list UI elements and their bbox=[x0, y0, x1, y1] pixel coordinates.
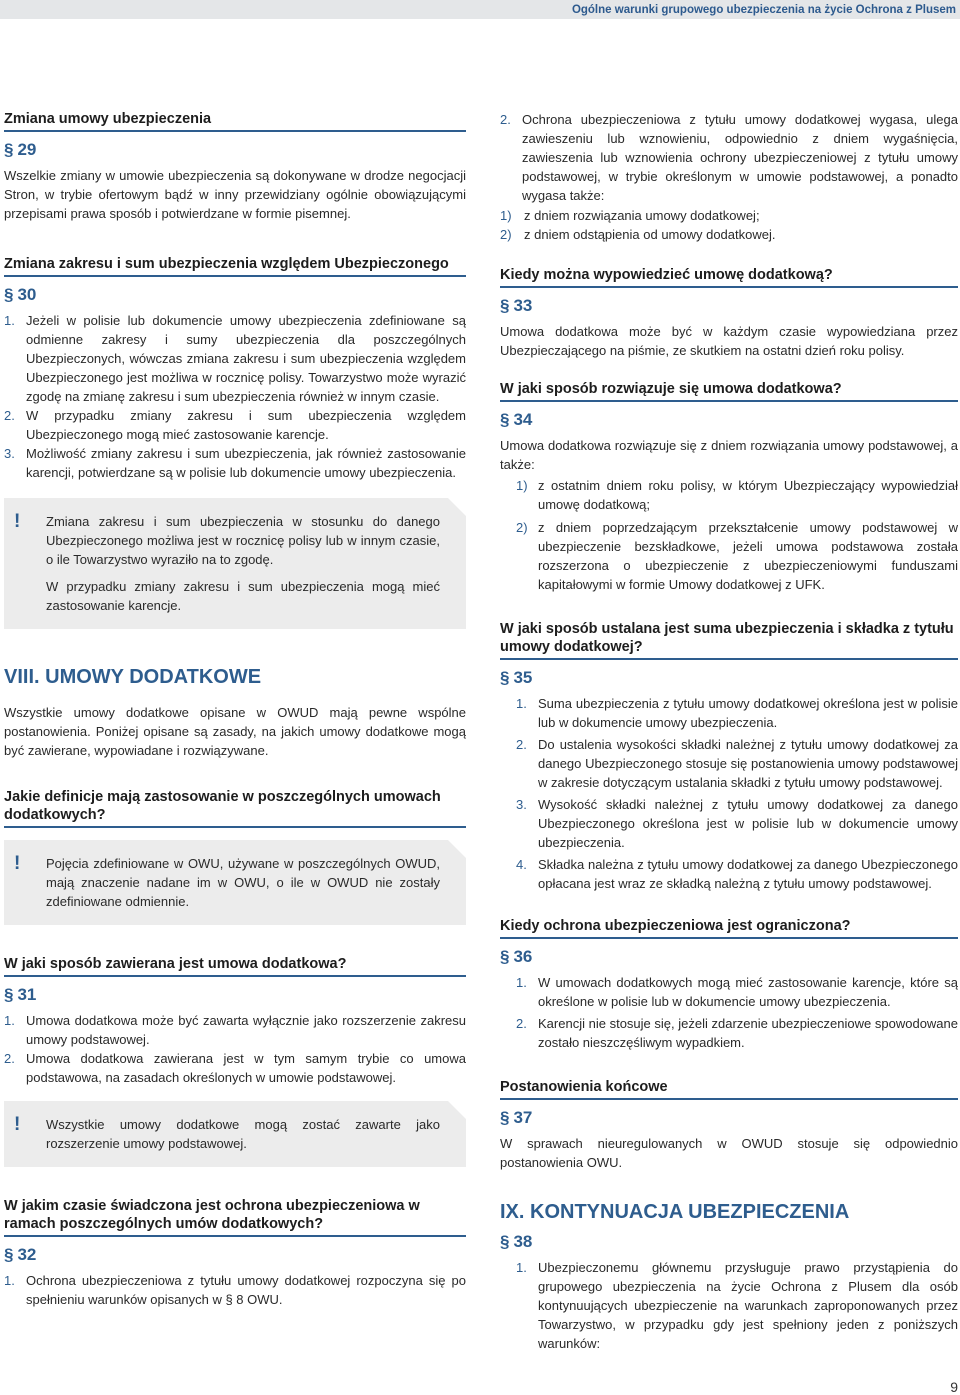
list-item: 2. Umowa dodatkowa zawierana jest w tym samym trybie co umowa podstawowa, na zasadach określonych w umowie podstawowej. bbox=[4, 1051, 466, 1085]
page-number: 9 bbox=[950, 1379, 958, 1395]
paragraph-number: 36 bbox=[513, 947, 533, 966]
list-item-text: z dniem odstąpienia od umowy dodatkowej. bbox=[524, 227, 776, 242]
list-item: 2) z dniem odstąpienia od umowy dodatkowej. bbox=[500, 227, 776, 242]
list-item-text: Suma ubezpieczenia z tytułu umowy dodatkowej określona jest w polisie lub w dokumencie umowy ubezpieczenia. bbox=[538, 696, 958, 730]
corner-cut bbox=[448, 1101, 466, 1119]
heading-czas-ochrony: W jakim czasie świadczona jest ochrona ubezpieczeniowa w ramach poszczególnych umów dodatkowych? bbox=[4, 1197, 466, 1237]
list-item-text: Wysokość składki należnej z tytułu umowy dodatkowej za danego Ubezpieczonego określona jest w polisie lub w dokumencie umowy ubezpieczenia. bbox=[538, 797, 958, 850]
paragraph-36-label: § 36 bbox=[500, 947, 533, 966]
note-box bbox=[4, 498, 466, 629]
section-title-viii: VIII. UMOWY DODATKOWE bbox=[4, 666, 262, 688]
section-viii-intro: Wszystkie umowy dodatkowe opisane w OWUD mają pewne wspólne postanowienia. Poniżej opisane są zasady, na jakich umowy dodatkowe mogą być zawierane, wypowiadane i rozwiązywane. bbox=[4, 705, 466, 758]
paragraph-33-label: § 33 bbox=[500, 296, 533, 315]
paragraph-31-label: § 31 bbox=[4, 985, 37, 1004]
list-item-text: Ochrona ubezpieczeniowa z tytułu umowy dodatkowej wygasa, ulega zawieszeniu lub wznowieniu, odpowiednio z dniem wygaśnięcia, zawieszenia lub wznowienia ochrony ubezpieczeniowej z tytułu umowy podstawowej, w trybie określonym w umowie podstawowej, a ponadto wygasa także: bbox=[522, 112, 958, 203]
note-text: Zmiana zakresu i sum ubezpieczenia w stosunku do danego Ubezpieczonego możliwa jest w rocznicę polisy lub w innym czasie, o ile Towarzystwo wyraziło na to zgodę. bbox=[46, 514, 440, 567]
heading-zmiana-zakresu: Zmiana zakresu i sum ubezpieczenia względem Ubezpieczonego bbox=[4, 255, 466, 277]
paragraph-35-label: § 35 bbox=[500, 668, 533, 687]
list-item-text: Ochrona ubezpieczeniowa z tytułu umowy dodatkowej rozpoczyna się po spełnieniu warunków opisanych w § 8 OWU. bbox=[26, 1273, 466, 1307]
document-title: Ogólne warunki grupowego ubezpieczenia na życie Ochrona z Plusem bbox=[571, 4, 956, 16]
paragraph-number: 32 bbox=[17, 1245, 37, 1264]
sub-list bbox=[500, 206, 958, 244]
list-item-text: W przypadku zmiany zakresu i sum ubezpieczenia względem Ubezpieczonego mogą mieć zastosowanie karencje. bbox=[26, 408, 466, 442]
list-item: 1. Jeżeli w polisie lub dokumencie umowy ubezpieczenia zdefiniowane są odmienne zakresy i sumy ubezpieczenia dla poszczególnych Ubezpieczonych, wówczas zmiana zakresu i sum ubezpieczenia względem Ubezpieczonego jest możliwa w rocznicę polisy. Towarzystwo może wyrazić zgodę na zmianę zakresu i sum ubezpieczenia również w innym czasie. bbox=[4, 313, 466, 404]
paragraph-number: 38 bbox=[513, 1232, 533, 1251]
paragraph-29-label: § 29 bbox=[4, 140, 37, 159]
list-item: 3. Wysokość składki należnej z tytułu umowy dodatkowej za danego Ubezpieczonego określona jest w polisie lub w dokumencie umowy ubezpieczenia. bbox=[516, 797, 958, 850]
list-item: 1. Umowa dodatkowa może być zawarta wyłącznie jako rozszerzenie zakresu umowy podstawowej. bbox=[4, 1013, 466, 1047]
paragraph-29-text: Wszelkie zmiany w umowie ubezpieczenia są dokonywane w drodze negocjacji Stron, w trybie ofertowym bądź w inny przewidziany ogólnie obowiązującymi przepisami prawa sposób i potwierdzane w formie pisemnej. bbox=[4, 168, 466, 221]
list-item-text: Umowa dodatkowa zawierana jest w tym samym trybie co umowa podstawowa, na zasadach określonych w umowie podstawowej. bbox=[26, 1051, 466, 1085]
list-item: 3. Możliwość zmiany zakresu i sum ubezpieczenia, jak również zastosowanie karencji, potwierdzane są w polisie lub dokumencie umowy ubezpieczenia. bbox=[4, 446, 466, 480]
list-item-text: W umowach dodatkowych mogą mieć zastosowanie karencje, które są określone w polisie lub w dokumencie umowy ubezpieczenia. bbox=[538, 975, 958, 1009]
note-box bbox=[4, 840, 466, 925]
paragraph-34-list bbox=[500, 476, 958, 594]
paragraph-number: 30 bbox=[17, 285, 37, 304]
list-item: 1) z dniem rozwiązania umowy dodatkowej; bbox=[500, 208, 760, 223]
list-item-text: Do ustalenia wysokości składki należnej z tytułu umowy dodatkowej za danego Ubezpieczonego stosuje się postanowienia umowy podstawowej w zakresie dotyczącym ustalania składki z tytułu umowy podstawowej. bbox=[538, 737, 958, 790]
list-item: 2) z dniem poprzedzającym przekształcenie umowy podstawowej w ubezpieczenie bezskładkowe, jeżeli umowa podstawowa została rozszerzona o ubezpieczenie z ubezpieczeniowymi funduszami kapitałowymi w formie Umowy dodatkowej z UFK. bbox=[516, 520, 958, 592]
list-item: 1. Suma ubezpieczenia z tytułu umowy dodatkowej określona jest w polisie lub w dokumencie umowy ubezpieczenia. bbox=[516, 696, 958, 730]
paragraph-30-list bbox=[4, 311, 466, 482]
paragraph-number: 33 bbox=[513, 296, 533, 315]
paragraph-36-list bbox=[500, 973, 958, 1052]
paragraph-37-label: § 37 bbox=[500, 1108, 533, 1127]
list-item-text: Możliwość zmiany zakresu i sum ubezpieczenia, jak również zastosowanie karencji, potwierdzane są w polisie lub dokumencie umowy ubezpieczenia. bbox=[26, 446, 466, 480]
heading-wypowiedzenie: Kiedy można wypowiedzieć umowę dodatkową? bbox=[500, 266, 958, 288]
list-item: 1) z ostatnim dniem roku polisy, w którym Ubezpieczający wypowiedział umowę dodatkową; bbox=[516, 478, 958, 512]
list-item-text: Umowa dodatkowa może być zawarta wyłącznie jako rozszerzenie zakresu umowy podstawowej. bbox=[26, 1013, 466, 1047]
list-item-text: z dniem poprzedzającym przekształcenie umowy podstawowej w ubezpieczenie bezskładkowe, jeżeli umowa podstawowa została rozszerzona o ubezpieczenie z ubezpieczeniowymi funduszami kapitałowymi w formie Umowy dodatkowej z UFK. bbox=[538, 520, 958, 592]
exclamation-icon: ! bbox=[14, 853, 21, 874]
section-title-ix: IX. KONTYNUACJA UBEZPIECZENIA bbox=[500, 1201, 850, 1223]
list-item: 4. Składka należna z tytułu umowy dodatkowej za danego Ubezpieczonego opłacana jest wraz ze składką należną z tytułu umowy podstawowej. bbox=[516, 857, 958, 891]
note-text: Wszystkie umowy dodatkowe mogą zostać zawarte jako rozszerzenie umowy podstawowej. bbox=[46, 1117, 440, 1151]
right-column bbox=[500, 110, 958, 1353]
list-item: 2. Ochrona ubezpieczeniowa z tytułu umowy dodatkowej wygasa, ulega zawieszeniu lub wznowieniu, odpowiednio z dniem wygaśnięcia, zawieszenia lub wznowienia ochrony ubezpieczeniowej z tytułu umowy podstawowej, w trybie określonym w umowie podstawowej, a ponadto wygasa także: 1) z dniem rozwiązania umowy dodatkowej; 2) z dniem odstąpienia od umowy dodatkowej. bbox=[500, 112, 958, 242]
exclamation-icon: ! bbox=[14, 511, 21, 532]
paragraph-38-label: § 38 bbox=[500, 1232, 533, 1251]
corner-cut bbox=[448, 498, 466, 516]
paragraph-number: 29 bbox=[17, 140, 37, 159]
note-box bbox=[4, 1101, 466, 1167]
list-item-text: Jeżeli w polisie lub dokumencie umowy ubezpieczenia zdefiniowane są odmienne zakresy i sumy ubezpieczenia dla poszczególnych Ubezpieczonych, wówczas zmiana zakresu i sum ubezpieczenia względem Ubezpieczonego jest możliwa w rocznicę polisy. Towarzystwo może wyrazić zgodę na zmianę zakresu i sum ubezpieczenia również w innym czasie. bbox=[26, 313, 466, 404]
heading-definicje: Jakie definicje mają zastosowanie w poszczególnych umowach dodatkowych? bbox=[4, 788, 466, 828]
list-item: 1. Ochrona ubezpieczeniowa z tytułu umowy dodatkowej rozpoczyna się po spełnieniu warunków opisanych w § 8 OWU. bbox=[4, 1273, 466, 1307]
heading-rozwiazanie: W jaki sposób rozwiązuje się umowa dodatkowa? bbox=[500, 380, 958, 402]
heading-zawierana: W jaki sposób zawierana jest umowa dodatkowa? bbox=[4, 955, 466, 977]
paragraph-38-list bbox=[500, 1258, 958, 1353]
paragraph-number: 31 bbox=[17, 985, 37, 1004]
paragraph-32-label: § 32 bbox=[4, 1245, 37, 1264]
heading-suma: W jaki sposób ustalana jest suma ubezpieczenia i składka z tytułu umowy dodatkowej? bbox=[500, 620, 958, 660]
list-item-text: Ubezpieczonemu głównemu przysługuje prawo przystąpienia do grupowego ubezpieczenia na życie Ochrona z Plusem dla osób kontynuujących ubezpieczenie na warunkach zaproponowanych przez Towarzystwo, w przypadku gdy jest spełniony jeden z poniższych warunków: bbox=[538, 1260, 958, 1351]
list-item-text: Składka należna z tytułu umowy dodatkowej za danego Ubezpieczonego opłacana jest wraz ze składką należną z tytułu umowy podstawowej. bbox=[538, 857, 958, 891]
list-item-text: z ostatnim dniem roku polisy, w którym Ubezpieczający wypowiedział umowę dodatkową; bbox=[538, 478, 958, 512]
paragraph-32-list-cont bbox=[500, 110, 958, 244]
paragraph-number: 34 bbox=[513, 410, 533, 429]
list-item-text: z dniem rozwiązania umowy dodatkowej; bbox=[524, 208, 760, 223]
left-column bbox=[4, 110, 466, 1309]
list-item-text: Karencji nie stosuje się, jeżeli zdarzenie ubezpieczeniowe spowodowane zostało nieszczęśliwym wypadkiem. bbox=[538, 1016, 958, 1050]
paragraph-number: 35 bbox=[513, 668, 533, 687]
paragraph-31-list bbox=[4, 1011, 466, 1087]
list-item: 2. Do ustalenia wysokości składki należnej z tytułu umowy dodatkowej za danego Ubezpieczonego stosuje się postanowienia umowy podstawowej w zakresie dotyczącym ustalania składki z tytułu umowy podstawowej. bbox=[516, 737, 958, 790]
list-item: 1. Ubezpieczonemu głównemu przysługuje prawo przystąpienia do grupowego ubezpieczenia na życie Ochrona z Plusem dla osób kontynuujących ubezpieczenie na warunkach zaproponowanych przez Towarzystwo, w przypadku gdy jest spełniony jeden z poniższych warunków: bbox=[516, 1260, 958, 1351]
exclamation-icon: ! bbox=[14, 1114, 21, 1135]
paragraph-34-text: Umowa dodatkowa rozwiązuje się z dniem rozwiązania umowy podstawowej, a także: bbox=[500, 438, 958, 472]
paragraph-32-list bbox=[4, 1271, 466, 1309]
paragraph-34-label: § 34 bbox=[500, 410, 533, 429]
note-text: W przypadku zmiany zakresu i sum ubezpieczenia mogą mieć zastosowanie karencje. bbox=[46, 579, 440, 613]
list-item: 1. W umowach dodatkowych mogą mieć zastosowanie karencje, które są określone w polisie lub w dokumencie umowy ubezpieczenia. bbox=[516, 975, 958, 1009]
header-bar bbox=[0, 0, 960, 19]
heading-postanowienia: Postanowienia końcowe bbox=[500, 1078, 958, 1100]
note-text: Pojęcia zdefiniowane w OWU, używane w poszczególnych OWUD, mają znaczenie nadane im w OWU, o ile w OWUD nie zostały zdefiniowane odmiennie. bbox=[46, 856, 440, 909]
corner-cut bbox=[448, 840, 466, 858]
paragraph-35-list bbox=[500, 694, 958, 893]
paragraph-number: 37 bbox=[513, 1108, 533, 1127]
paragraph-30-label: § 30 bbox=[4, 285, 37, 304]
paragraph-37-text: W sprawach nieuregulowanych w OWUD stosuje się odpowiednio postanowienia OWU. bbox=[500, 1136, 958, 1170]
heading-zmiana-umowy: Zmiana umowy ubezpieczenia bbox=[4, 110, 466, 132]
list-item: 2. Karencji nie stosuje się, jeżeli zdarzenie ubezpieczeniowe spowodowane zostało nieszczęśliwym wypadkiem. bbox=[516, 1016, 958, 1050]
paragraph-33-text: Umowa dodatkowa może być w każdym czasie wypowiedziana przez Ubezpieczającego na piśmie, ze skutkiem na ostatni dzień roku polisy. bbox=[500, 324, 958, 358]
heading-ograniczenie: Kiedy ochrona ubezpieczeniowa jest ograniczona? bbox=[500, 917, 958, 939]
list-item: 2. W przypadku zmiany zakresu i sum ubezpieczenia względem Ubezpieczonego mogą mieć zastosowanie karencje. bbox=[4, 408, 466, 442]
